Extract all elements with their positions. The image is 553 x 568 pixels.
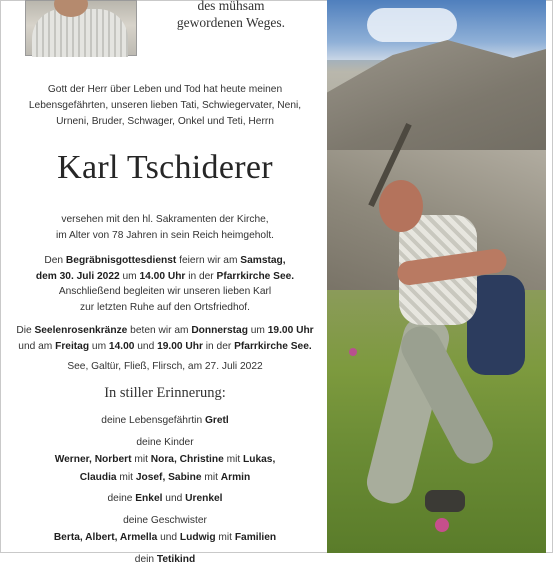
rosary-day: Freitag xyxy=(55,341,89,352)
funeral-info xyxy=(6,253,324,315)
hiking-photo xyxy=(327,0,546,553)
rosary-day: Donnerstag xyxy=(191,325,248,336)
funeral-line: Anschließend begleiten wir unseren lieben Karl xyxy=(6,284,324,300)
names: Tetikind xyxy=(157,554,195,565)
memory-heading: In stiller Erinnerung: xyxy=(6,383,324,403)
rosary-time: 19.00 Uhr xyxy=(157,341,203,352)
partner-line xyxy=(6,412,324,430)
portrait-photo xyxy=(25,0,137,56)
text: um xyxy=(248,325,268,336)
mourners-list xyxy=(6,412,324,568)
text: Den xyxy=(44,255,66,266)
names: Familien xyxy=(235,532,276,543)
deceased-name: Karl Tschiderer xyxy=(6,148,324,188)
place-date xyxy=(6,359,324,375)
funeral-day: Samstag, xyxy=(240,255,285,266)
children-line xyxy=(6,469,324,487)
names: Enkel xyxy=(135,493,162,504)
face xyxy=(379,180,423,232)
motto-line: des mühsam xyxy=(146,0,316,14)
motto-line: gewordenen Weges. xyxy=(146,14,316,31)
text: mit xyxy=(224,454,243,465)
rosary-line xyxy=(6,339,324,355)
funeral-line xyxy=(6,269,324,285)
text: um xyxy=(120,271,140,282)
names: Werner, Norbert xyxy=(55,454,132,465)
cloud xyxy=(367,8,457,42)
text: Die xyxy=(16,325,34,336)
text: mit xyxy=(117,472,136,483)
text: und am xyxy=(18,341,55,352)
sacraments-line: im Alter von 78 Jahren in sein Reich heimgeholt. xyxy=(6,228,324,244)
rosary-line xyxy=(6,323,324,339)
funeral-time: 14.00 Uhr xyxy=(140,271,186,282)
sacraments-line: versehen mit den hl. Sakramenten der Kirche, xyxy=(6,212,324,228)
names: Claudia xyxy=(80,472,117,483)
siblings-title: deine Geschwister xyxy=(6,512,324,530)
text: dein xyxy=(135,554,157,565)
names: Berta, Albert, Armella xyxy=(54,532,157,543)
grandchildren-line xyxy=(6,490,324,508)
text: mit xyxy=(132,454,151,465)
portrait-shirt xyxy=(32,9,128,57)
rosary-time: 14.00 xyxy=(109,341,135,352)
place-date-line: See, Galtür, Fließ, Flirsch, am 27. Juli 2022 xyxy=(6,359,324,375)
text: beten wir am xyxy=(127,325,191,336)
funeral-church: Pfarrkirche See. xyxy=(217,271,295,282)
text: feiern wir am xyxy=(176,255,240,266)
motto xyxy=(146,0,316,31)
text: in der xyxy=(185,271,216,282)
text: und xyxy=(134,341,157,352)
text: deine xyxy=(108,493,136,504)
names: Armin xyxy=(221,472,250,483)
flower xyxy=(349,348,357,356)
siblings-line xyxy=(6,529,324,547)
funeral-service-label: Begräbnisgottesdienst xyxy=(66,255,176,266)
text: in der xyxy=(203,341,234,352)
intro-text xyxy=(6,82,324,130)
text: um xyxy=(89,341,109,352)
sacraments-text xyxy=(6,212,324,243)
text: und xyxy=(157,532,180,543)
text: mit xyxy=(216,532,235,543)
funeral-line xyxy=(6,253,324,269)
text: mit xyxy=(202,472,221,483)
text: deine Lebensgefährtin xyxy=(101,415,205,426)
funeral-date: dem 30. Juli 2022 xyxy=(36,271,120,282)
names: Ludwig xyxy=(180,532,216,543)
children-line xyxy=(6,451,324,469)
names: Lukas, xyxy=(243,454,275,465)
names: Josef, Sabine xyxy=(136,472,202,483)
intro-line: Gott der Herr über Leben und Tod hat heute meinen xyxy=(6,82,324,98)
names: Nora, Christine xyxy=(151,454,224,465)
intro-line: Lebensgefährten, unseren lieben Tati, Schwiegervater, Neni, xyxy=(6,98,324,114)
text: und xyxy=(162,493,185,504)
children-title: deine Kinder xyxy=(6,434,324,452)
flower xyxy=(435,518,449,532)
rosary-info xyxy=(6,323,324,354)
shoe xyxy=(425,490,465,512)
intro-line: Urneni, Bruder, Schwager, Onkel und Teti, Herrn xyxy=(6,114,324,130)
partner-name: Gretl xyxy=(205,415,229,426)
funeral-line: zur letzten Ruhe auf den Ortsfriedhof. xyxy=(6,300,324,316)
names: Urenkel xyxy=(185,493,222,504)
rosary-time: 19.00 Uhr xyxy=(268,325,314,336)
rosary-label: Seelenrosenkränze xyxy=(34,325,127,336)
rosary-church: Pfarrkirche See. xyxy=(234,341,312,352)
godchild-line xyxy=(6,551,324,568)
text-column xyxy=(6,0,324,553)
